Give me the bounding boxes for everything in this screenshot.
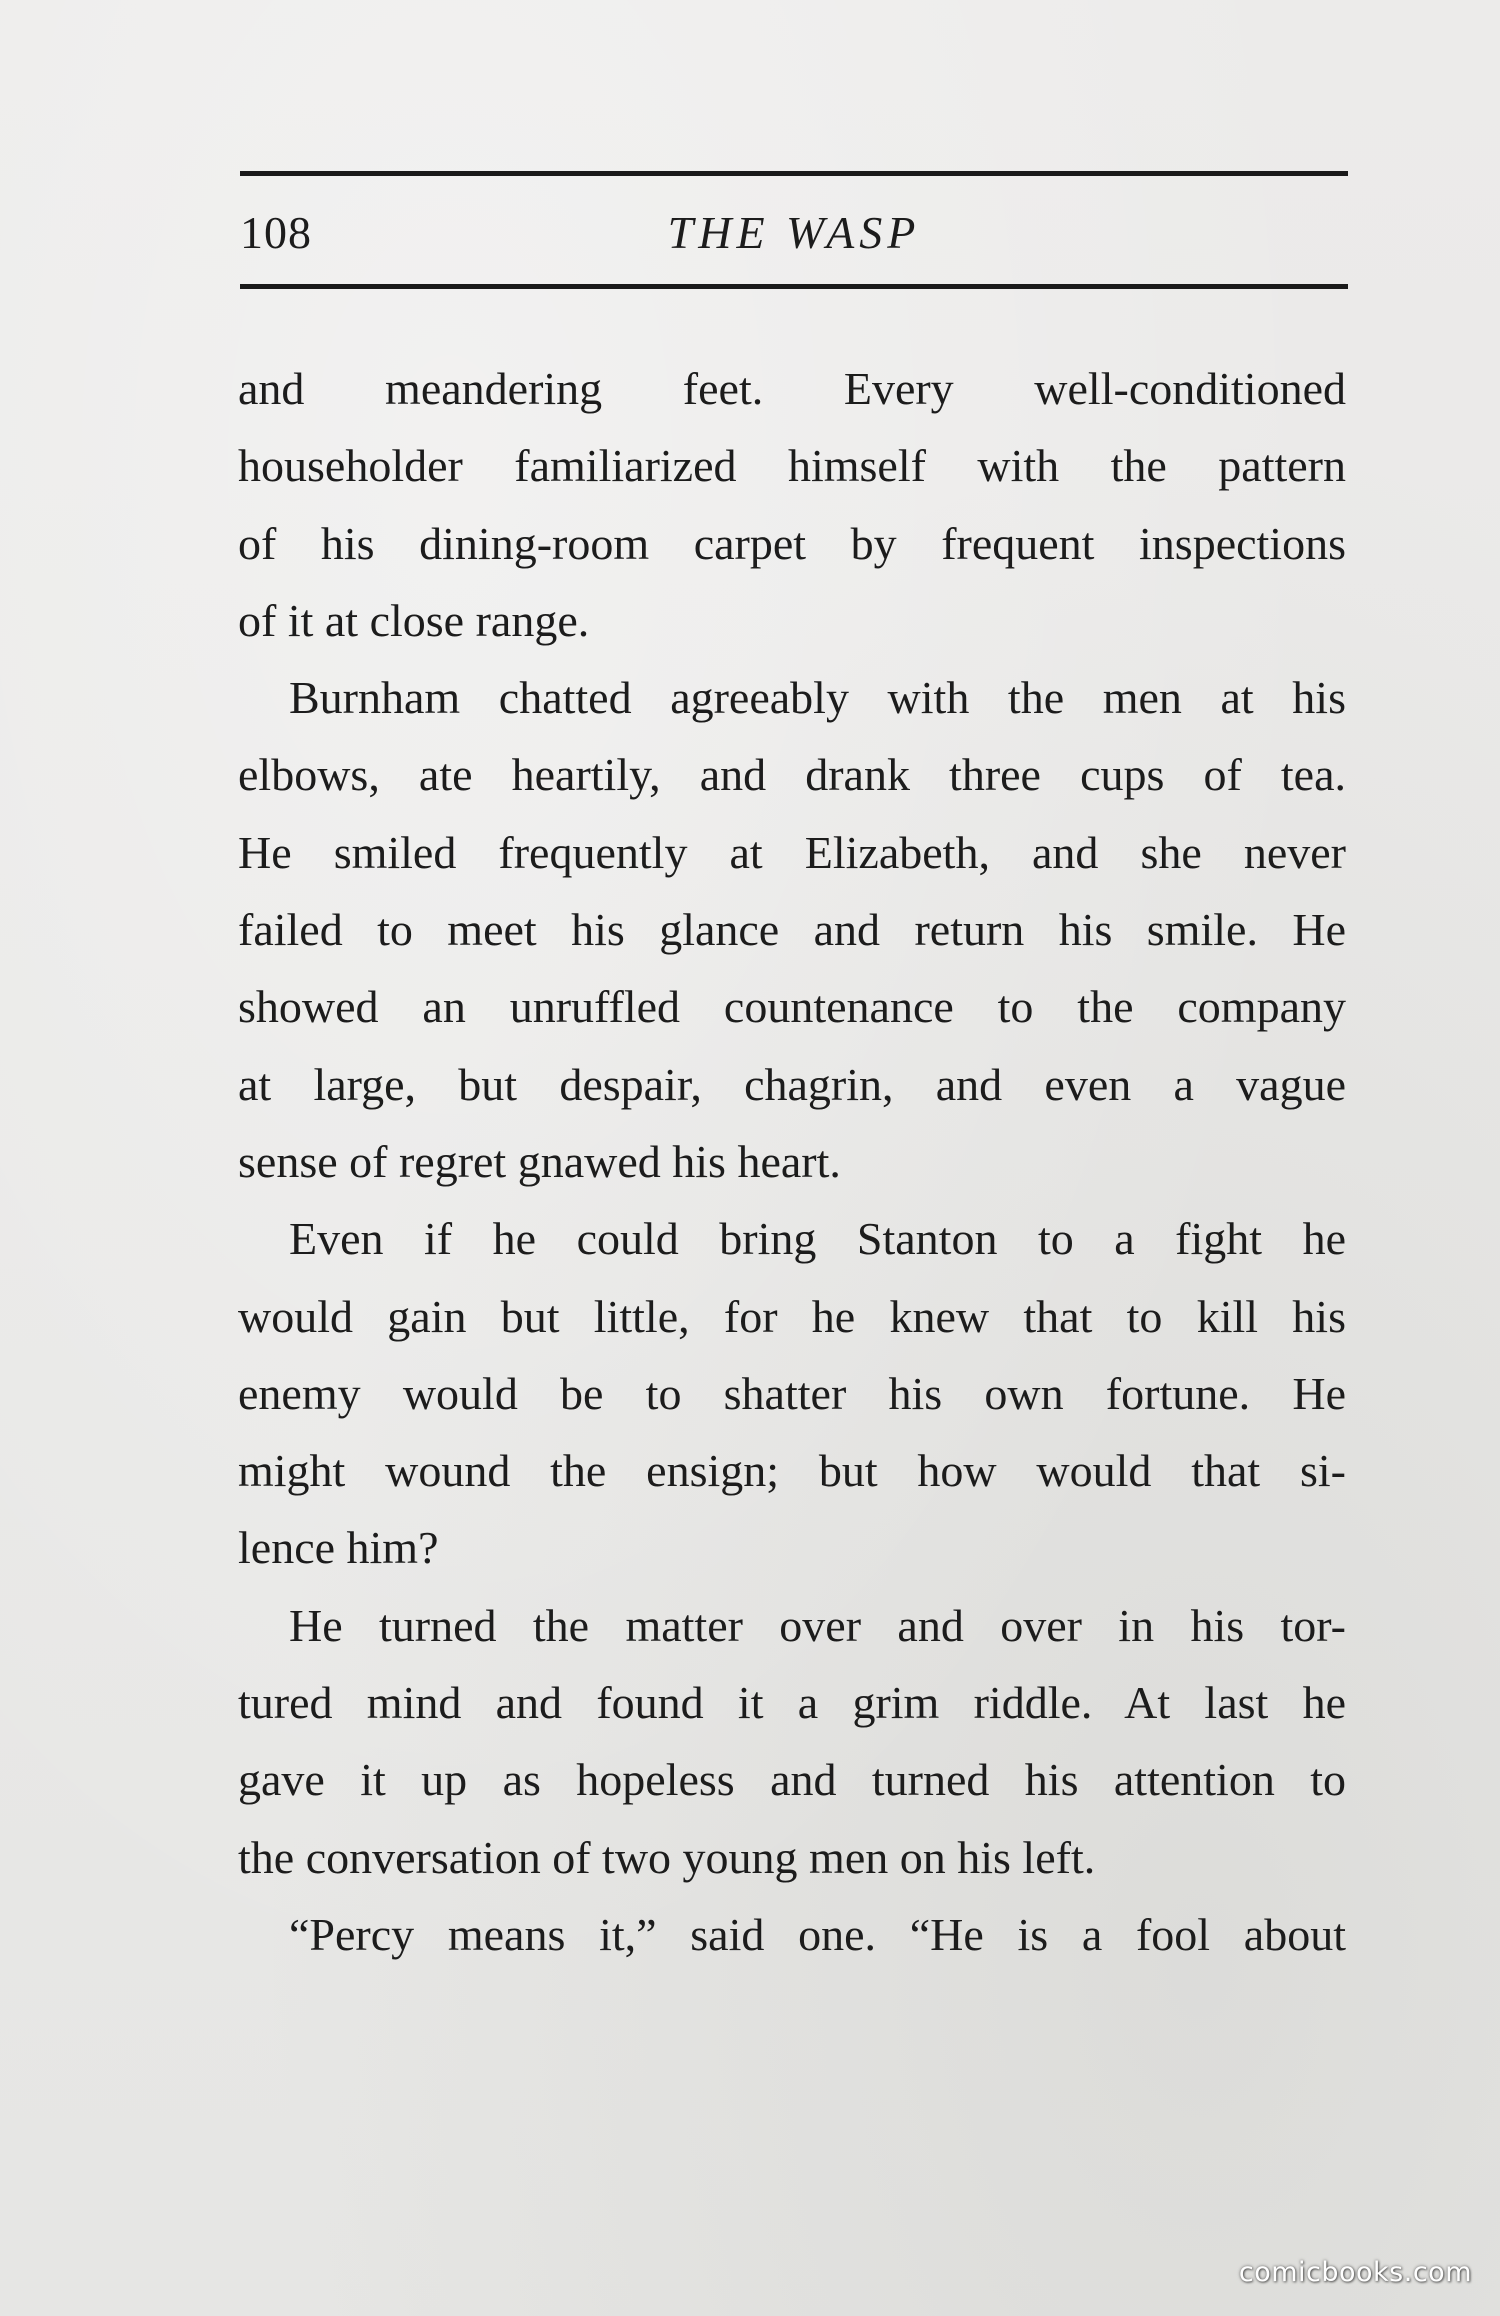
text-line: the conversation of two young men on his left. xyxy=(238,1831,1096,1883)
text-line: showed an unruffled countenance to the company xyxy=(238,981,1346,1033)
text-line: enemy would be to shatter his own fortune. He xyxy=(238,1367,1346,1419)
text-line: and meandering feet. Every well-conditioned xyxy=(238,363,1346,414)
text-line: gave it up as hopeless and turned his attention to xyxy=(238,1754,1346,1806)
text-line: Even if he could bring Stanton to a fight he xyxy=(289,1213,1346,1265)
page-number: 108 xyxy=(240,207,312,258)
text-line: tured mind and found it a grim riddle. At last he xyxy=(238,1677,1346,1729)
header-top-rule xyxy=(240,171,1348,176)
paragraph xyxy=(238,1896,1346,1973)
text-line: lence him? xyxy=(238,1522,439,1574)
text-line: householder familiarized himself with the pattern xyxy=(238,440,1346,492)
text-line: would gain but little, for he knew that to kill his xyxy=(238,1290,1346,1342)
text-line: failed to meet his glance and return his smile. He xyxy=(238,904,1346,956)
paragraph xyxy=(238,1200,1346,1586)
paragraph xyxy=(238,350,1346,659)
paragraph xyxy=(238,1587,1346,1896)
text-line: of his dining-room carpet by frequent inspections xyxy=(238,517,1346,569)
watermark: comicbooks.com xyxy=(1238,2257,1472,2288)
header-bottom-rule xyxy=(240,284,1348,289)
text-line: He smiled frequently at Elizabeth, and she never xyxy=(238,826,1346,878)
text-line: of it at close range. xyxy=(238,594,590,646)
running-head: THE WASP xyxy=(667,207,921,258)
text-line: at large, but despair, chagrin, and even a vague xyxy=(238,1058,1346,1110)
text-line: He turned the matter over and over in his tor- xyxy=(289,1599,1346,1651)
text-line: might wound the ensign; but how would that si- xyxy=(238,1445,1346,1497)
text-line: Burnham chatted agreeably with the men at his xyxy=(289,672,1346,724)
text-line: “Percy means it,” said one. “He is a fool about xyxy=(289,1908,1346,1960)
paragraph xyxy=(238,659,1346,1200)
text-line: elbows, ate heartily, and drank three cups of tea. xyxy=(238,749,1346,801)
body-text xyxy=(238,350,1346,1973)
text-line: sense of regret gnawed his heart. xyxy=(238,1135,841,1187)
